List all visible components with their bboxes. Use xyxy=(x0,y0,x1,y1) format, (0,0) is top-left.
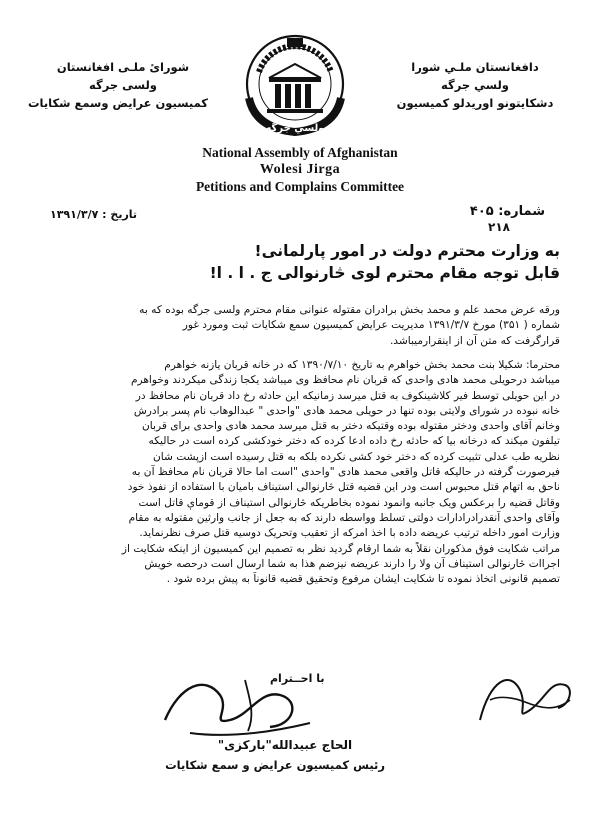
signatory-name: الحاج عبیدالله"بارکزی" xyxy=(217,738,353,752)
header-english xyxy=(0,144,600,195)
body-line: شماره ( ۳۵۱) مورخ ۱۳۹۱/۳/۷ مدیریت عرایض کمیسیون سمع شکایات ثبت ومورد غور xyxy=(182,319,560,332)
letter-date: تاریخ : ۱۳۹۱/۳/۷ xyxy=(50,208,138,221)
body-line: خانه نبوده در شورای ولایتی بوده تنها در حویلی محمد هادی "واحدی " عبدالوهاب نام پسر برادرش xyxy=(133,404,560,417)
chairman-signature xyxy=(150,665,330,745)
body-line: ناحق به اتهام قتل محبوس است ودر این قضیه قتل څارنوالی استیناف بامیان با استفاده از نفوذ خود xyxy=(127,481,560,494)
body-line: قرارگرفت که متن آن از اینقرارمیباشد. xyxy=(389,334,560,347)
header-pashto-line3: دشکایتونو اوریدلو کمیسیون xyxy=(396,96,554,110)
body-line: اجراات څارنوالی استیناف آن ولا را دارند عریضه نیزضم هذا به شما ارسال است درحصه خویش xyxy=(144,557,560,570)
body-paragraph-2 xyxy=(40,358,560,587)
body-paragraph-1 xyxy=(40,303,560,349)
body-line: تصمیم قانونی اتخاذ نموده تا شکایت ایشان مرفوع وتحقیق قضیه قانوناً به پیش برده شود . xyxy=(166,573,560,586)
body-line: ورقه عرض محمد علم و محمد بخش برادران مقتوله عنوانی مقام محترم ولسی جرگه بوده که به xyxy=(139,304,560,316)
letter-number xyxy=(469,204,545,234)
body-line: فیرصورت گرفته در حالیکه قاتل واقعی محمد هادی "واحدی "است اما حالا قربان نام محافظ آن به xyxy=(131,466,560,479)
body-line: میباشد درحویلی محمد هادی واحدی که قربان نام محافظ وی میباشد یکجا زندگی میکردند وخواهرم xyxy=(130,374,560,387)
header-pashto-line1: دافغانستان ملـي شورا xyxy=(411,60,539,74)
header-english-line2: Wolesi Jirga xyxy=(259,162,341,177)
header-dari xyxy=(27,58,208,112)
addressee-line1: به وزارت محترم دولت در امور پارلمانی! xyxy=(254,242,560,260)
body-line: محترما: شکیلا بنت محمد بخش خواهرم به تاریخ ۱۳۹۰/۷/۱۰ که در خانه قربان یازنه خواهرم xyxy=(164,359,560,371)
header-english-line3: Petitions and Complains Committee xyxy=(195,179,405,194)
letter-number-secondary: ۲۱۸ xyxy=(488,220,510,234)
body-line: وآقای واحدی آنقدرادرادارات دولتی تسلط وواسطه دارند که به جعل از جانب وارثین مقتوله به مقام xyxy=(128,511,560,524)
header-dari-line2: ولسی جرگه xyxy=(89,78,157,92)
header-pashto-line2: ولسي جرگه xyxy=(441,78,509,92)
body-line: نظریه طب عدلی تثبیت کرده که دختر خود کشی نکرده بلکه به قتل رسیده است ازپشت شان xyxy=(152,450,560,463)
header-dari-line1: شورایٔ ملـی افغانستان xyxy=(56,60,190,74)
emblem-label: ولسي جرگه xyxy=(265,123,325,134)
body-line: وخانم آقای واحدی ودختر مقتوله بوده وقتیکه دختر به قتل میرسد محمد هادی واحدی برای قربان xyxy=(142,420,560,433)
header-pashto xyxy=(390,58,560,112)
closing-regards: با احــترام xyxy=(270,672,325,685)
wolesi-jirga-emblem xyxy=(235,32,355,140)
margin-signature xyxy=(470,660,580,735)
signatory-title: رئیس کمیسیون عرایض و سمع شکایات xyxy=(165,758,385,772)
letter-number-primary: شماره: ۴۰۵ xyxy=(469,204,545,219)
body-line: مراتب شکایت فوق مذکوران نقلاً به شما ارقام گردید نظر به تصمیم این کمیسیون از اینکه شکایت از xyxy=(121,542,560,555)
body-line: وزارت امور داخله ترتیب عریضه داده با اخذ امرکه از تعقیب وتحریک دوسیه قتل صرف نظرنماید. xyxy=(139,527,560,540)
body-line: وقاتل قضیه را برعکس ویک جانبه وانمود نموده بخاطریکه څارنوالی استیناف از قوماې قاتل است xyxy=(138,496,560,509)
body-line: تیلفون میکند که درخانه بیا که حادثه رخ داده ادعا کرده که دختر خودکشی کرده است در حالیکه xyxy=(148,435,560,448)
header-dari-line3: کمیسیون عرایض وسمع شکایات xyxy=(27,96,208,110)
header-english-line1: National Assembly of Afghanistan xyxy=(202,145,398,160)
body-line: در این حویلی توسط فیر کلاشینکوف به قتل میرسد زمانیکه این حادثه رخ داد قربان نام محافظ در xyxy=(135,389,560,402)
addressee-line2: قابل توجه مقام محترم لوی څارنوالی ج . ا . ا! xyxy=(209,264,560,282)
